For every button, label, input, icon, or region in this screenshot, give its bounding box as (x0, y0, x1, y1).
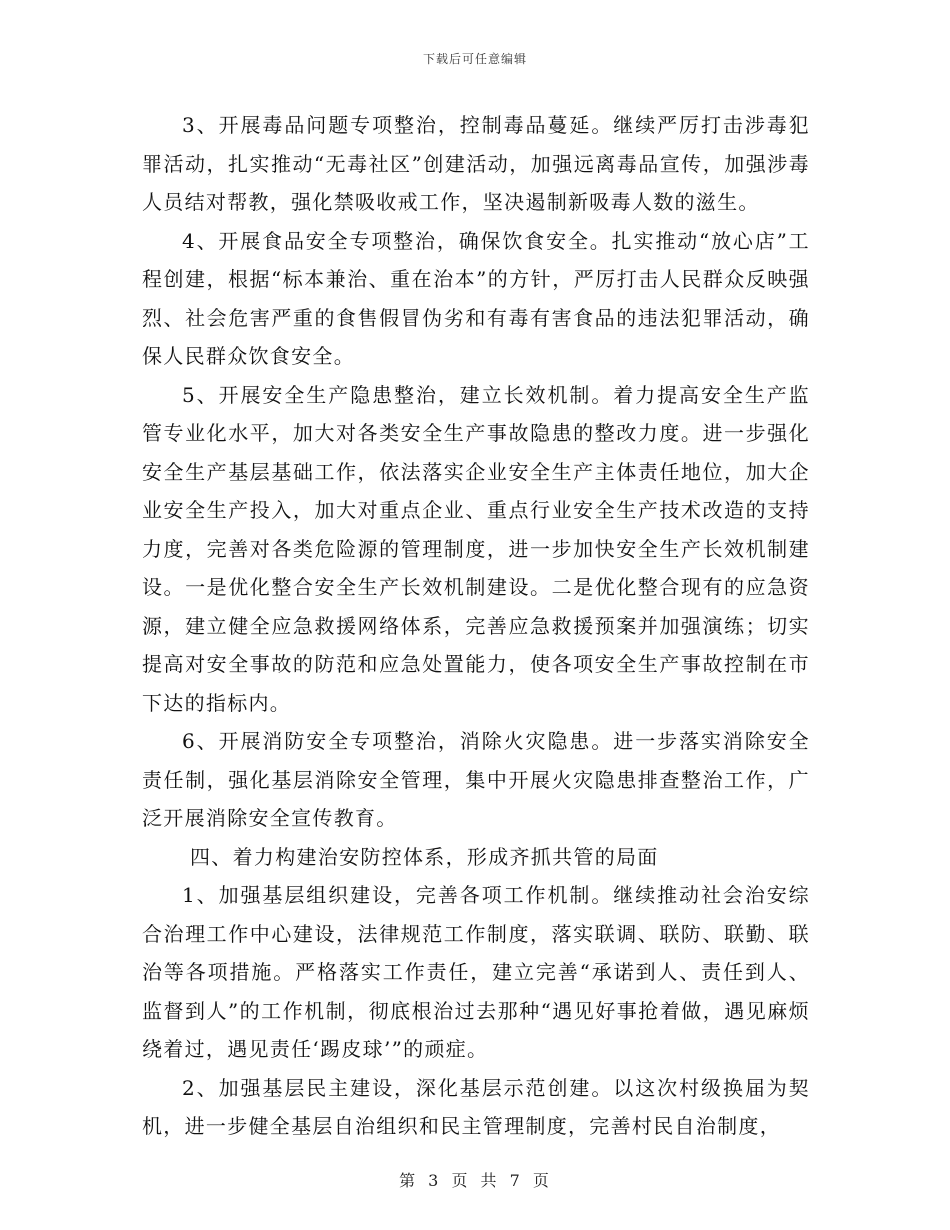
page-number: 第 3 页 共 7 页 (399, 1171, 551, 1190)
paragraph-grassroots-democracy: 2、加强基层民主建设，深化基层示范创建。以这次村级换届为契机，进一步健全基层自治组织和民主管理制度，完善村民自治制度， (142, 1075, 810, 1138)
paragraph-food-safety: 4、开展食品安全专项整治，确保饮食安全。扎实推动“放心店”工程创建，根据“标本兼治、重在治本”的方针，严厉打击人民群众反映强烈、社会危害严重的食售假冒伪劣和有毒有害食品的违法犯罪活动，确保人民群众饮食安全。 (142, 228, 810, 368)
paragraph-fire-safety: 6、开展消防安全专项整治，消除火灾隐患。进一步落实消除安全责任制，强化基层消除安全管理，集中开展火灾隐患排查整治工作，广泛开展消除安全宣传教育。 (142, 729, 810, 830)
paragraph-drug-control: 3、开展毒品问题专项整治，控制毒品蔓延。继续严厉打击涉毒犯罪活动，扎实推动“无毒社区”创建活动，加强远离毒品宣传，加强涉毒人员结对帮教，强化禁吸收戒工作，坚决遏制新吸毒人数的滋生。 (142, 113, 810, 214)
section-heading-four: 四、着力构建治安防控体系，形成齐抓共管的局面 (190, 844, 659, 869)
document-body (142, 106, 810, 1146)
paragraph-grassroots-organization: 1、加强基层组织建设，完善各项工作机制。继续推动社会治安综合治理工作中心建设，法律规范工作制度，落实联调、联防、联勤、联治等各项措施。严格落实工作责任，建立完善“承诺到人、责任到人、监督到人”的工作机制，彻底根治过去那种“遇见好事抢着做，遇见麻烦绕着过，遇见责任‘踢皮球’”的顽症。 (142, 883, 810, 1061)
page-header-note: 下载后可任意编辑 (422, 52, 527, 66)
paragraph-production-safety: 5、开展安全生产隐患整治，建立长效机制。着力提高安全生产监管专业化水平，加大对各类安全生产事故隐患的整改力度。进一步强化安全生产基层基础工作，依法落实企业安全生产主体责任地位，加大企业安全生产投入，加大对重点企业、重点行业安全生产技术改造的支持力度，完善对各类危险源的管理制度，进一步加快安全生产长效机制建设。一是优化整合安全生产长效机制建设。二是优化整合现有的应急资源，建立健全应急救援网络体系，完善应急救援预案并加强演练；切实提高对安全事故的防范和应急处置能力，使各项安全生产事故控制在市下达的指标内。 (142, 382, 810, 715)
